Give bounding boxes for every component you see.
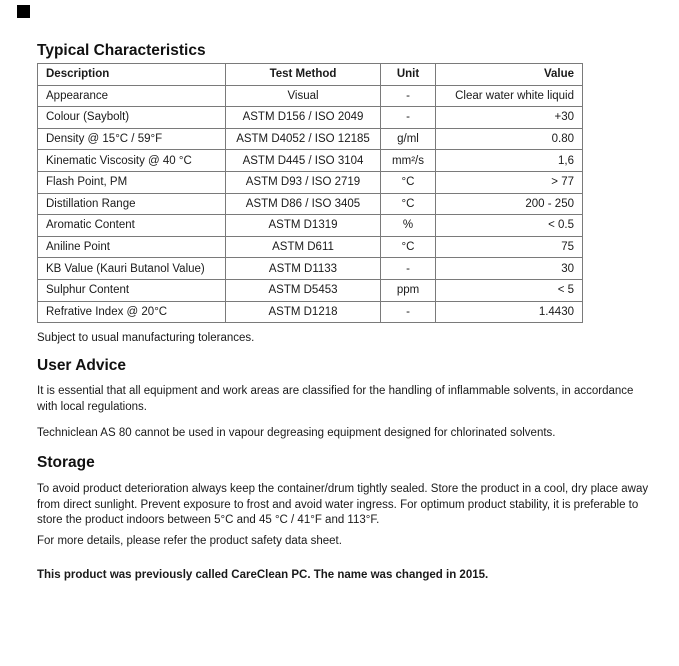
- table-cell: -: [381, 258, 436, 280]
- table-header-row: [38, 64, 583, 86]
- table-cell: Aniline Point: [38, 236, 226, 258]
- table-row: [38, 171, 583, 193]
- table-row: [38, 128, 583, 150]
- table-cell: ASTM D93 / ISO 2719: [226, 171, 381, 193]
- user-advice-paragraph-1: [37, 384, 633, 415]
- table-cell: °C: [381, 171, 436, 193]
- table-cell: %: [381, 215, 436, 237]
- table-cell: Visual: [226, 85, 381, 107]
- table-cell: Appearance: [38, 85, 226, 107]
- table-row: [38, 301, 583, 323]
- column-header-value: Value: [436, 64, 583, 86]
- table-cell: +30: [436, 107, 583, 129]
- paragraph-line: from direct sunlight. Prevent exposure to frost and avoid water ingress. For optimum product stability, it is preferable to: [37, 498, 639, 511]
- table-cell: Kinematic Viscosity @ 40 °C: [38, 150, 226, 172]
- table-cell: Sulphur Content: [38, 279, 226, 301]
- table-cell: Distillation Range: [38, 193, 226, 215]
- table-cell: ASTM D611: [226, 236, 381, 258]
- paragraph-line: It is essential that all equipment and work areas are classified for the handling of inflammable solvents, in accordance: [37, 385, 634, 397]
- table-cell: > 77: [436, 171, 583, 193]
- paragraph-line: To avoid product deterioration always keep the container/drum tightly sealed. Store the product in a cool, dry place away: [37, 483, 649, 495]
- table-cell: -: [381, 85, 436, 107]
- table-cell: < 5: [436, 279, 583, 301]
- table-cell: ASTM D4052 / ISO 12185: [226, 128, 381, 150]
- table-cell: KB Value (Kauri Butanol Value): [38, 258, 226, 280]
- product-rename-note: This product was previously called CareClean PC. The name was changed in 2015.: [37, 569, 489, 581]
- table-cell: Density @ 15°C / 59°F: [38, 128, 226, 150]
- table-row: [38, 279, 583, 301]
- table-row: [38, 193, 583, 215]
- table-cell: 30: [436, 258, 583, 280]
- table-cell: Colour (Saybolt): [38, 107, 226, 129]
- table-cell: ASTM D156 / ISO 2049: [226, 107, 381, 129]
- table-cell: ASTM D1319: [226, 215, 381, 237]
- section-title-typical-characteristics: Typical Characteristics: [37, 42, 206, 59]
- section-title-user-advice: User Advice: [37, 357, 127, 374]
- paragraph-line: For more details, please refer the product safety data sheet.: [37, 535, 342, 547]
- table-cell: 75: [436, 236, 583, 258]
- paragraph-line: Techniclean AS 80 cannot be used in vapour degreasing equipment designed for chlorinated solvents.: [37, 427, 556, 439]
- table-cell: ASTM D1218: [226, 301, 381, 323]
- table-cell: < 0.5: [436, 215, 583, 237]
- column-header-test-method: Test Method: [226, 64, 381, 86]
- characteristics-table: [37, 63, 583, 323]
- user-advice-paragraph-2: [37, 426, 556, 442]
- table-row: [38, 236, 583, 258]
- table-cell: Clear water white liquid: [436, 85, 583, 107]
- table-cell: 1.4430: [436, 301, 583, 323]
- table-row: [38, 107, 583, 129]
- storage-paragraph-1: [37, 482, 648, 529]
- column-header-description: Description: [38, 64, 226, 86]
- table-row: [38, 258, 583, 280]
- table-cell: -: [381, 301, 436, 323]
- table-row: [38, 215, 583, 237]
- storage-paragraph-2: [37, 534, 342, 550]
- table-cell: Refrative Index @ 20°C: [38, 301, 226, 323]
- table-cell: °C: [381, 236, 436, 258]
- table-cell: Flash Point, PM: [38, 171, 226, 193]
- table-cell: g/ml: [381, 128, 436, 150]
- column-header-unit: Unit: [381, 64, 436, 86]
- table-cell: ASTM D86 / ISO 3405: [226, 193, 381, 215]
- table-footnote: Subject to usual manufacturing tolerances.: [37, 332, 255, 344]
- table-cell: ASTM D445 / ISO 3104: [226, 150, 381, 172]
- table-cell: 0.80: [436, 128, 583, 150]
- table-row: [38, 150, 583, 172]
- paragraph-line: store the product indoors between 5°C and 45 °C / 41°F and 113°F.: [37, 514, 380, 526]
- table-cell: ASTM D5453: [226, 279, 381, 301]
- table-cell: 1,6: [436, 150, 583, 172]
- table-cell: ppm: [381, 279, 436, 301]
- table-cell: ASTM D1133: [226, 258, 381, 280]
- table-row: [38, 85, 583, 107]
- table-cell: -: [381, 107, 436, 129]
- paragraph-line: with local regulations.: [37, 400, 147, 413]
- section-title-storage: Storage: [37, 454, 95, 471]
- table-cell: 200 - 250: [436, 193, 583, 215]
- table-cell: °C: [381, 193, 436, 215]
- table-cell: mm²/s: [381, 150, 436, 172]
- page-corner-mark: [17, 5, 30, 18]
- table-cell: Aromatic Content: [38, 215, 226, 237]
